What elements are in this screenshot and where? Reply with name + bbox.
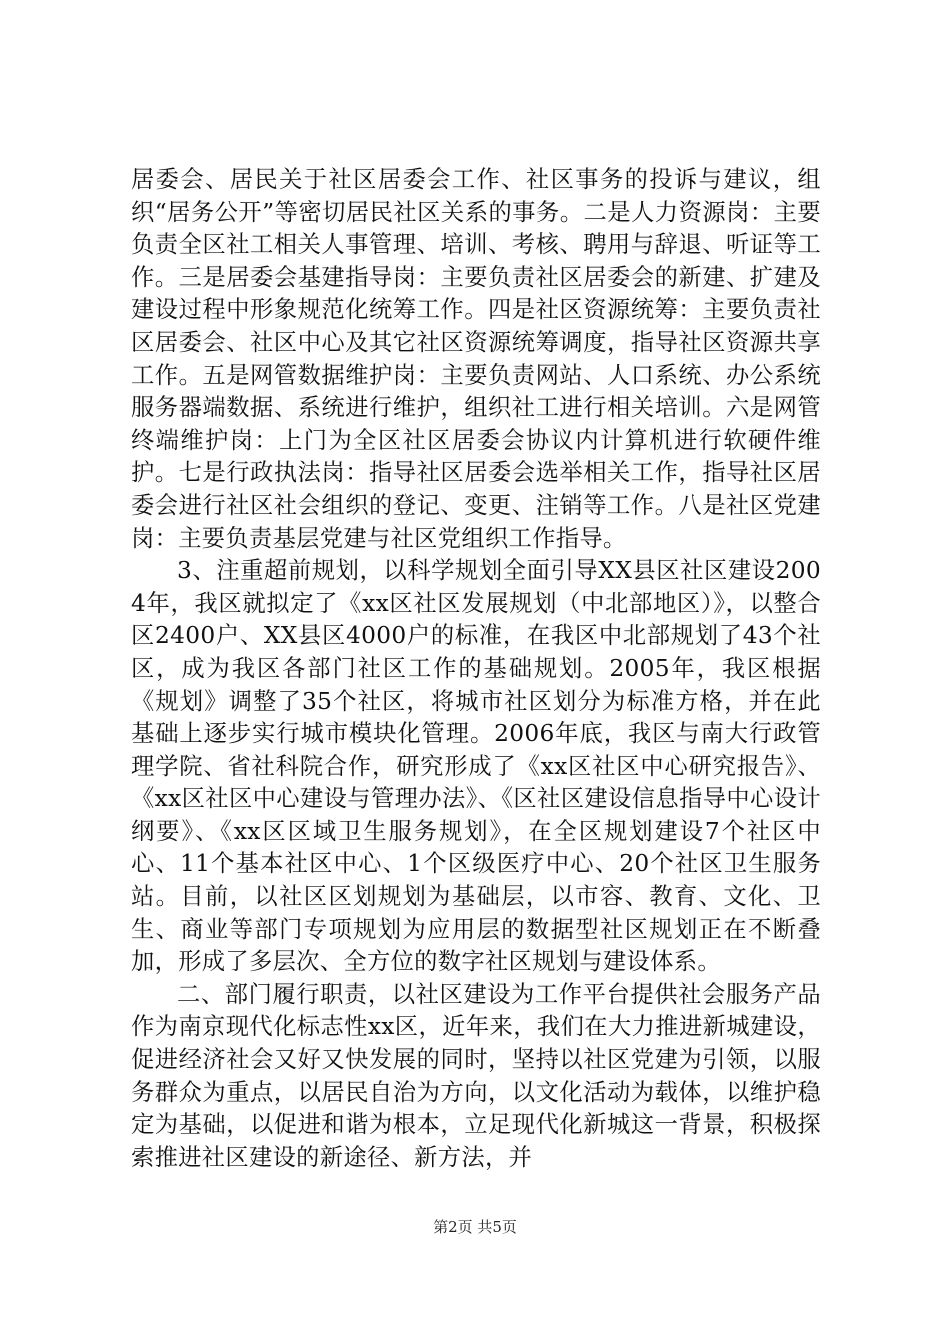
paragraph-job-posts: 居委会、居民关于社区居委会工作、社区事务的投诉与建议，组织“居务公开”等密切居民社区关系的事务。二是人力资源岗：主要负责全区社工相关人事管理、培训、考核、聘用与辞退、听证等工作。三是居委会基建指导岗：主要负责社区居委会的新建、扩建及建设过程中形象规范化统筹工作。四是社区资源统筹：主要负责社区居委会、社区中心及其它社区资源统筹调度，指导社区资源共享工作。五是网管数据维护岗：主要负责网站、人口系统、办公系统服务器端数据、系统进行维护，组织社工进行相关培训。六是网管终端维护岗：上门为全区社区居委会协议内计算机进行软硬件维护。七是行政执法岗：指导社区居委会选举相关工作，指导社区居委会进行社区社会组织的登记、变更、注销等工作。八是社区党建岗：主要负责基层党建与社区党组织工作指导。: [131, 166, 821, 552]
body-text: [131, 164, 821, 1174]
page-number-footer: 第2页 共5页: [433, 1218, 517, 1236]
paragraph-department-duties: 二、部门履行职责，以社区建设为工作平台提供社会服务产品作为南京现代化标志性xx区，近年来，我们在大力推进新城建设，促进经济社会又好又快发展的同时，坚持以社区党建为引领，以服务群众为重点，以居民自治为方向，以文化活动为载体，以维护稳定为基础，以促进和谐为根本，立足现代化新城这一背景，积极探索推进社区建设的新途径、新方法，并: [131, 980, 821, 1171]
paragraph-planning: 3、注重超前规划，以科学规划全面引导XX县区社区建设2004年，我区就拟定了《xx区社区发展规划（中北部地区）》，以整合区2400户、XX县区4000户的标准，在我区中北部规划了43个社区，成为我区各部门社区工作的基础规划。2005年，我区根据《规划》调整了35个社区，将城市社区划分为标准方格，并在此基础上逐步实行城市模块化管理。2006年底，我区与南大行政管理学院、省社科院合作，研究形成了《xx区社区中心研究报告》、《xx区社区中心建设与管理办法》、《区社区建设信息指导中心设计纲要》、《xx区区域卫生服务规划》，在全区规划建设7个社区中心、11个基本社区中心、1个区级医疗中心、20个社区卫生服务站。目前，以社区区划规划为基础层，以市容、教育、文化、卫生、商业等部门专项规划为应用层的数据型社区规划正在不断叠加，形成了多层次、全方位的数字社区规划与建设体系。: [131, 557, 821, 976]
